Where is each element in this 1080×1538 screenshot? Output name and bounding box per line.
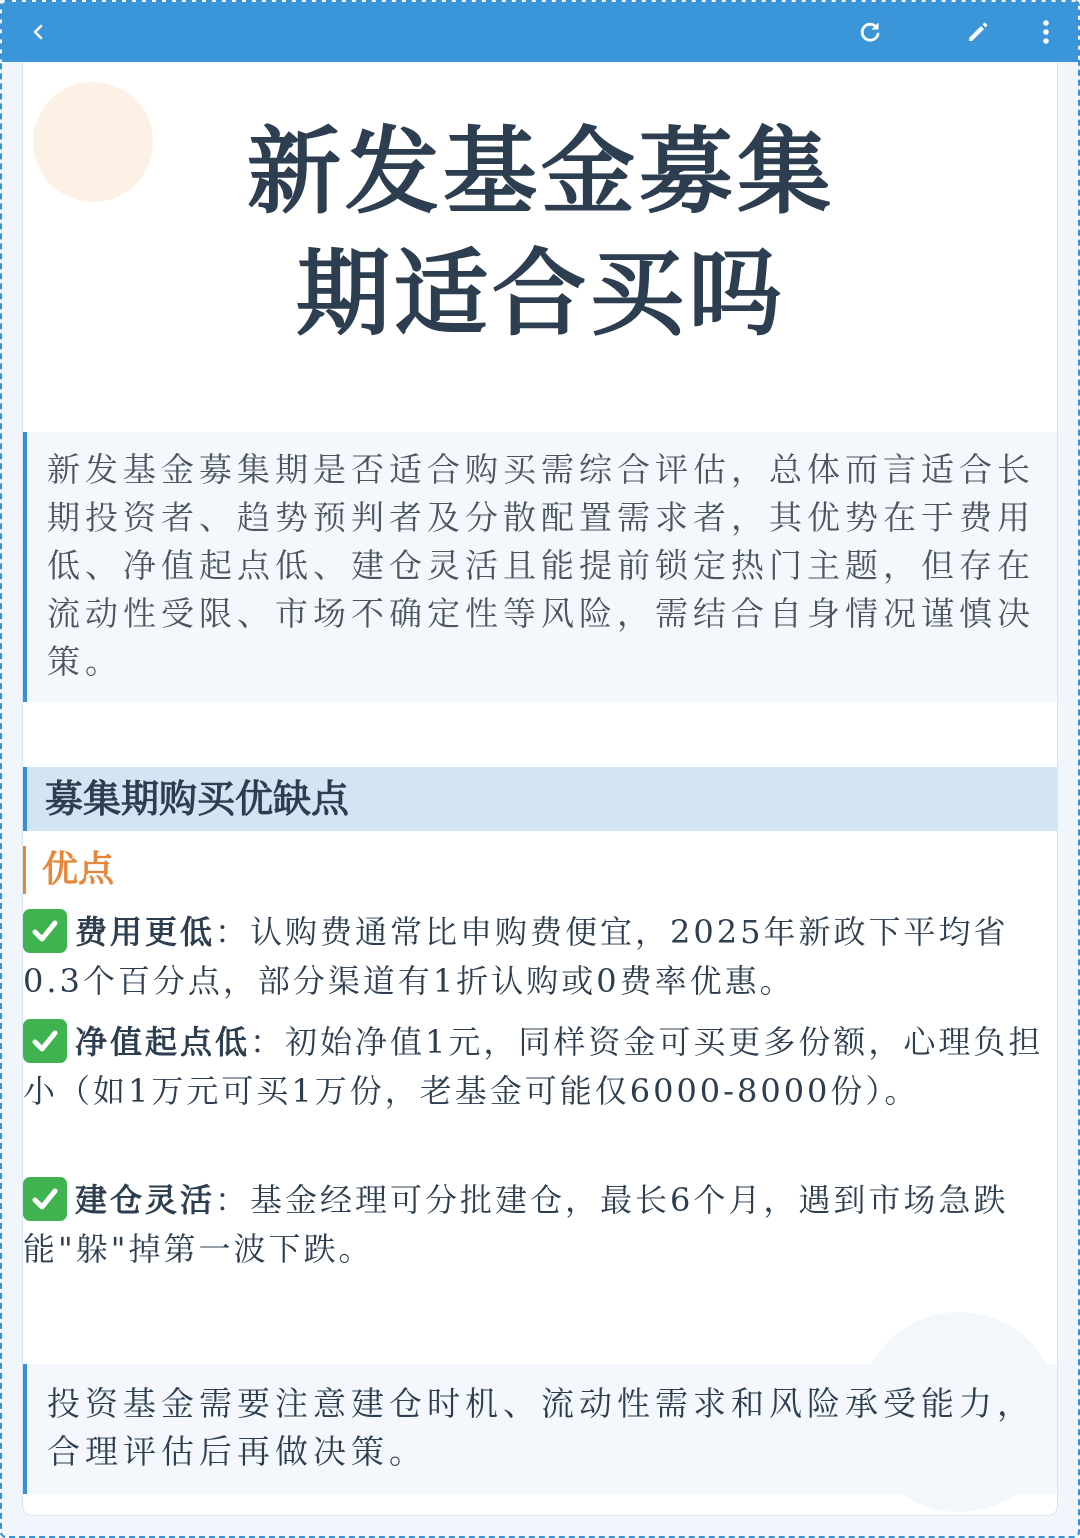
title-line-1: 新发基金募集 bbox=[246, 118, 835, 227]
item-title: 净值起点低 bbox=[75, 1023, 251, 1061]
item-title: 建仓灵活 bbox=[75, 1181, 216, 1219]
item-text: ：基金经理可分批建仓，最长6个月，遇到市场急跌能"躲"掉第一波下跌。 bbox=[23, 1181, 1009, 1268]
article-card bbox=[22, 62, 1058, 1516]
list-item bbox=[23, 1018, 1058, 1115]
list-item bbox=[23, 908, 1058, 1005]
list-item bbox=[23, 1176, 1058, 1273]
item-text: ：初始净值1元，同样资金可买更多份额，心理负担小（如1万元可买1万份，老基金可能仅6000-8000份）。 bbox=[23, 1023, 1044, 1110]
check-mark-icon bbox=[23, 909, 67, 953]
summary-block: 新发基金募集期是否适合购买需综合评估，总体而言适合长期投资者、趋势预判者及分散配置需求者，其优势在于费用低、净值起点低、建仓灵活且能提前锁定热门主题，但存在流动性受限、市场不确定性等风险，需结合自身情况谨慎决策。 bbox=[23, 432, 1058, 702]
check-mark-icon bbox=[23, 1177, 67, 1221]
more-vertical-icon[interactable] bbox=[1030, 16, 1062, 48]
closing-note: 投资基金需要注意建仓时机、流动性需求和风险承受能力，合理评估后再做决策。 bbox=[23, 1364, 1058, 1494]
item-title: 费用更低 bbox=[75, 913, 216, 951]
item-text: ：认购费通常比申购费便宜，2025年新政下平均省0.3个百分点，部分渠道有1折认购或0费率优惠。 bbox=[23, 913, 1009, 1000]
pros-label: 优点 bbox=[23, 846, 114, 894]
check-mark-icon bbox=[23, 1019, 67, 1063]
top-toolbar bbox=[2, 2, 1078, 62]
pencil-icon[interactable] bbox=[962, 16, 994, 48]
chevron-left-icon[interactable] bbox=[22, 16, 54, 48]
title-line-2: 期适合买吗 bbox=[295, 240, 786, 349]
page-title bbox=[23, 112, 1058, 356]
refresh-icon[interactable] bbox=[854, 16, 886, 48]
section-title: 募集期购买优缺点 bbox=[23, 767, 1058, 831]
